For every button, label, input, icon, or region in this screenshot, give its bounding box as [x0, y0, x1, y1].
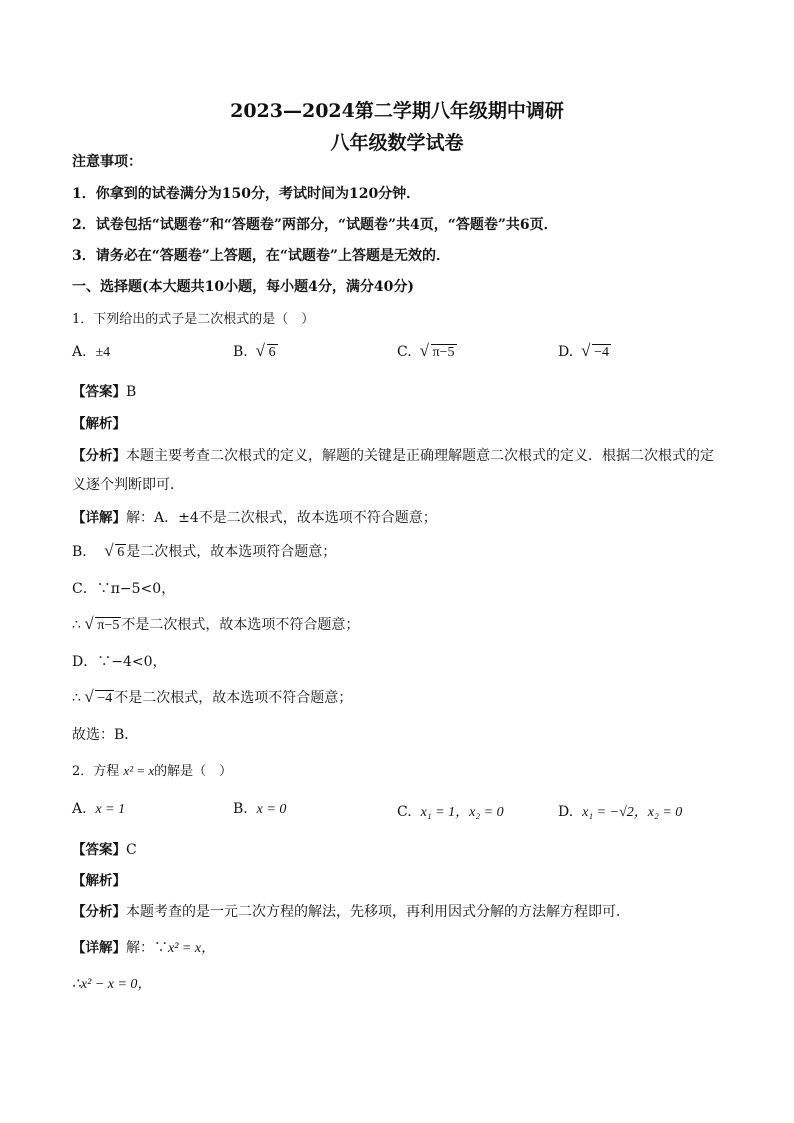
- option-label: A.: [72, 344, 87, 360]
- option-expr: π−5: [432, 345, 455, 360]
- q1-detail-c2: [72, 614, 359, 634]
- option-label: B.: [233, 801, 248, 817]
- q1-detail-c: C．∵π−5<0，: [72, 581, 176, 597]
- q1-fenxi-line: [72, 444, 714, 465]
- q2-detail-2: [72, 973, 151, 993]
- fenxi-tag: 【分析】: [72, 448, 126, 464]
- detail-radicand: −4: [97, 691, 113, 706]
- detail-equation: x² = x，: [168, 941, 216, 956]
- note-item: 1．你拿到的试卷满分为150分，考试时间为120分钟．: [72, 186, 421, 202]
- q1-detail-d2: [72, 687, 352, 707]
- q2-option-a: [72, 801, 125, 818]
- analysis-tag: 【解析】: [72, 873, 126, 889]
- detail-text: 不是二次根式，故本选项不符合题意；: [114, 690, 353, 706]
- q1-analysis-heading: [72, 412, 126, 432]
- q2-option-d: [558, 801, 682, 821]
- notes-heading: 注意事项：: [72, 154, 142, 170]
- q2-analysis-heading: [72, 869, 126, 889]
- fenxi-text: 本题考查的是一元二次方程的解法，先移项，再利用因式分解的方法解方程即可．: [126, 904, 630, 920]
- exam-title: 2023—2024第二学期八年级期中调研: [230, 100, 564, 122]
- option-expr: x₁ = −√2，x₂ = 0: [582, 805, 683, 820]
- detail-text: 解：A．±4不是二次根式，故本选项不符合题意；: [126, 510, 437, 526]
- answer-tag: 【答案】: [72, 842, 126, 858]
- option-label: A.: [72, 801, 87, 817]
- q1-option-a: [72, 344, 110, 361]
- option-expr: x₁ = 1，x₂ = 0: [420, 805, 504, 820]
- option-label: B.: [233, 344, 248, 360]
- detail-prefix: ∴: [72, 690, 81, 706]
- q1-detail-b: [72, 541, 336, 561]
- detail-text: 不是二次根式，故本选项不符合题意；: [121, 617, 360, 633]
- option-expr: −4: [594, 345, 609, 360]
- answer-tag: 【答案】: [72, 384, 126, 400]
- section-heading: 一、选择题(本大题共10小题，每小题4分，满分40分): [72, 279, 414, 295]
- q2-detail-1: [72, 936, 215, 957]
- note-item: 2．试卷包括“试题卷”和“答题卷”两部分，“试题卷”共4页，“答题卷”共6页．: [72, 217, 558, 233]
- detail-prefix: 解：∵: [126, 940, 168, 956]
- q2-answer-line: [72, 838, 137, 858]
- option-expr: ±4: [95, 345, 111, 360]
- answer-value: C: [126, 842, 137, 858]
- q1-answer-line: [72, 380, 136, 400]
- q1-fenxi-line-2: 义逐个判断即可．: [72, 477, 184, 493]
- q2-fenxi-line: [72, 900, 630, 921]
- q1-choose: 故选：B．: [72, 727, 139, 743]
- q1-option-b: [233, 344, 278, 361]
- option-expr: x = 0: [256, 802, 287, 817]
- q2-option-c: [397, 801, 504, 821]
- stem-equation: x² = x: [123, 763, 155, 778]
- q1-detail-a: [72, 506, 437, 527]
- option-label: D.: [558, 804, 574, 820]
- q1-detail-d: D．∵−4<0，: [72, 654, 167, 670]
- detail-text: 是二次根式，故本选项符合题意；: [126, 544, 337, 560]
- fenxi-tag: 【分析】: [72, 904, 126, 920]
- option-label: C.: [397, 344, 412, 360]
- exam-subtitle: 八年级数学试卷: [330, 132, 464, 154]
- q2-option-b: [233, 801, 286, 818]
- detail-prefix: ∴: [72, 617, 81, 633]
- stem-suffix: 的解是（ ）: [154, 764, 233, 779]
- fenxi-text: 本题主要考查二次根式的定义，解题的关键是正确理解题意二次根式的定义．根据二次根式的定: [126, 448, 714, 464]
- q1-option-c: [397, 344, 457, 361]
- detail-radicand: π−5: [97, 618, 120, 633]
- option-label: D.: [558, 344, 574, 360]
- question-1-stem: 1．下列给出的式子是二次根式的是（ ）: [72, 312, 315, 327]
- analysis-tag: 【解析】: [72, 416, 126, 432]
- answer-value: B: [126, 384, 137, 400]
- stem-prefix: 2．方程: [72, 764, 120, 779]
- detail-prefix: B．: [72, 544, 97, 560]
- detail-tag: 【详解】: [72, 940, 126, 956]
- detail-radicand: 6: [117, 545, 125, 560]
- option-expr: 6: [268, 345, 276, 360]
- detail-equation: ∴x² − x = 0，: [72, 977, 152, 992]
- option-label: C.: [397, 804, 412, 820]
- detail-tag: 【详解】: [72, 510, 126, 526]
- q1-option-d: [558, 344, 611, 361]
- question-2-stem: [72, 760, 232, 779]
- option-expr: x = 1: [95, 802, 126, 817]
- note-item: 3．请务必在“答题卷”上答题，在“试题卷”上答题是无效的．: [72, 248, 450, 264]
